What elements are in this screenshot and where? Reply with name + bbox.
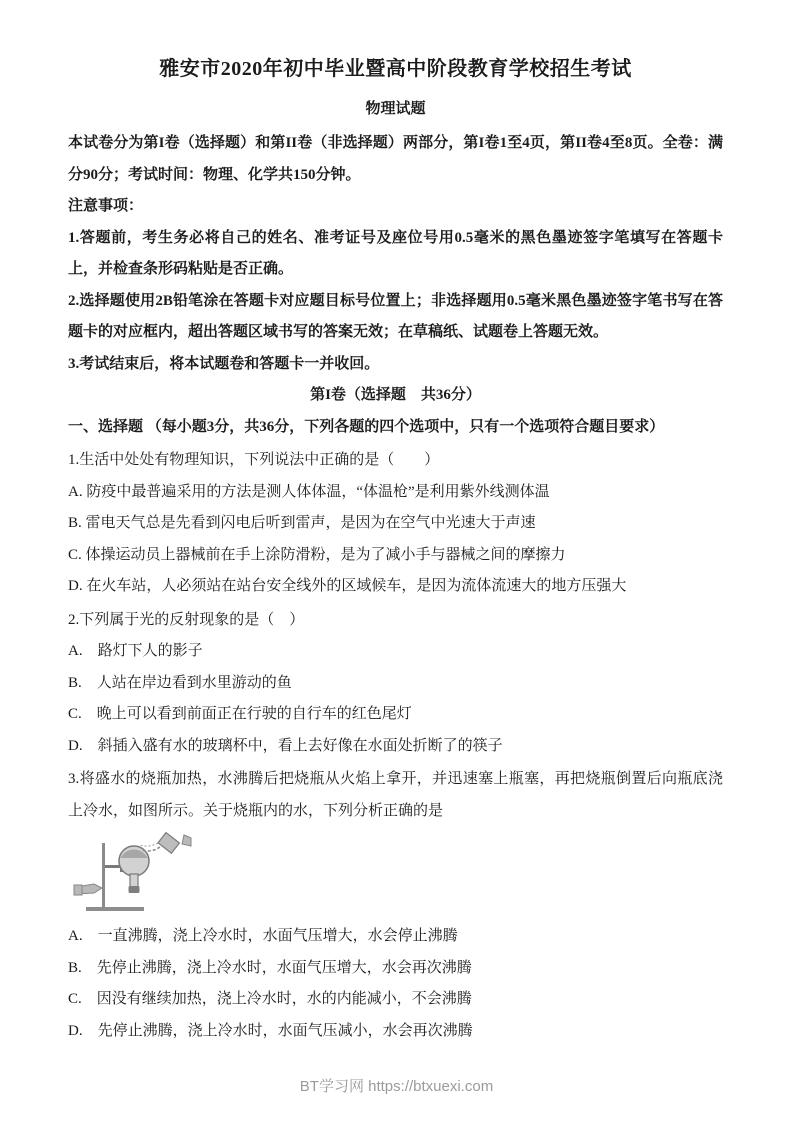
- page-subtitle: 物理试题: [365, 101, 426, 117]
- exam-intro: 本试卷分为第I卷（选择题）和第II卷（非选择题）两部分，第I卷1至4页，第II卷4至8页。全卷：满分90分；考试时间：物理、化学共150分钟。: [68, 135, 723, 183]
- part-heading: 一、选择题 （每小题3分，共36分，下列各题的四个选项中，只有一个选项符合题目要求）: [68, 418, 665, 435]
- question-1: [68, 445, 723, 603]
- footer-watermark: BT学习网 https://btxuexi.com: [299, 1078, 494, 1095]
- question-1-option-c: C. 体操运动员上器械前在手上涂防滑粉，是为了减小手与器械之间的摩擦力: [68, 546, 566, 563]
- question-2-option-a: A. 路灯下人的影子: [68, 643, 203, 659]
- notice-item-1: 1.答题前，考生务必将自己的姓名、准考证号及座位号用0.5毫米的黑色墨迹签字笔填写在答题卡上，并检查条形码粘贴是否正确。: [68, 229, 723, 277]
- question-2-option-b: B. 人站在岸边看到水里游动的鱼: [68, 674, 292, 691]
- question-3-option-b: B. 先停止沸腾，浇上冷水时，水面气压增大，水会再次沸腾: [68, 959, 472, 976]
- notice-item-2: 2.选择题使用2B铅笔涂在答题卡对应题目标号位置上；非选择题用0.5毫米黑色墨迹签字笔书写在答题卡的对应框内，超出答题区域书写的答案无效；在草稿纸、试题卷上答题无效。: [68, 292, 723, 340]
- question-3: [68, 764, 723, 1047]
- question-2-stem: 2.下列属于光的反射现象的是（ ）: [68, 611, 305, 628]
- question-3-option-d: D. 先停止沸腾，浇上冷水时，水面气压减小，水会再次沸腾: [68, 1022, 473, 1039]
- question-1-option-d: D. 在火车站，人必须站在站台安全线外的区域候车，是因为流体流速大的地方压强大: [68, 578, 627, 594]
- notice-heading: 注意事项：: [68, 198, 144, 214]
- question-1-stem: 1.生活中处处有物理知识，下列说法中正确的是（ ）: [68, 452, 440, 468]
- question-1-option-b: B. 雷电天气总是先看到闪电后听到雷声，是因为在空气中光速大于声速: [68, 515, 536, 531]
- question-2-option-c: C. 晚上可以看到前面正在行驶的自行车的红色尾灯: [68, 706, 412, 722]
- question-1-option-a: A. 防疫中最普遍采用的方法是测人体体温，“体温枪”是利用紫外线测体温: [68, 483, 550, 500]
- question-3-stem: 3.将盛水的烧瓶加热，水沸腾后把烧瓶从火焰上拿开，并迅速塞上瓶塞，再把烧瓶倒置后向瓶底浇上冷水，如图所示。关于烧瓶内的水，下列分析正确的是: [68, 771, 723, 819]
- section-heading: 第I卷（选择题 共36分）: [310, 387, 481, 403]
- inverted-flask-pouring-icon: [72, 831, 192, 917]
- notice-item-3: 3.考试结束后，将本试题卷和答题卡一并收回。: [68, 355, 380, 372]
- flask-experiment-figure: [72, 831, 192, 917]
- page-title: 雅安市2020年初中毕业暨高中阶段教育学校招生考试: [159, 58, 632, 80]
- question-2: [68, 605, 723, 763]
- question-3-option-c: C. 因没有继续加热，浇上冷水时，水的内能减小，不会沸腾: [68, 991, 472, 1007]
- question-2-option-d: D. 斜插入盛有水的玻璃杯中，看上去好像在水面处折断了的筷子: [68, 737, 503, 754]
- question-3-option-a: A. 一直沸腾，浇上冷水时，水面气压增大，水会停止沸腾: [68, 928, 458, 944]
